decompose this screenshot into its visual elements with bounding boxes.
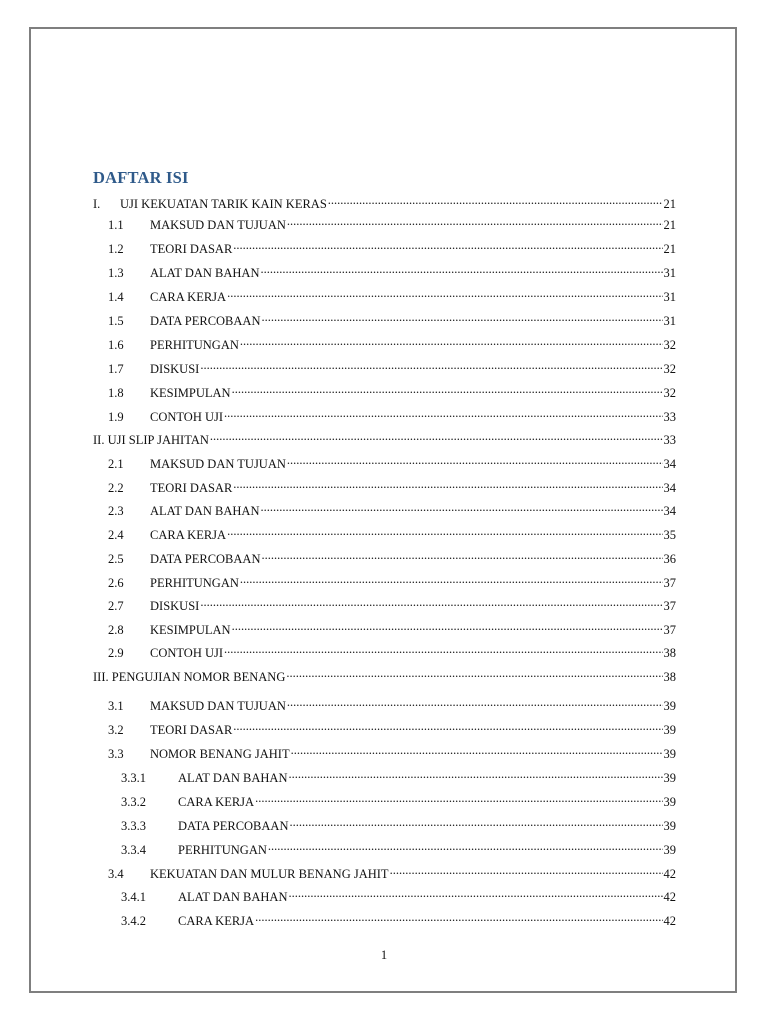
dot-leader xyxy=(268,838,663,854)
dot-leader xyxy=(390,862,663,878)
toc-entry[interactable] xyxy=(108,641,676,660)
toc-entry-label: MAKSUD DAN TUJUAN xyxy=(150,457,286,471)
toc-entry[interactable] xyxy=(108,333,676,352)
toc-entry-page: 36 xyxy=(663,552,676,566)
toc-entry-number: 1.3 xyxy=(108,266,124,280)
toc-entry[interactable] xyxy=(108,357,676,376)
dot-leader xyxy=(261,499,663,515)
toc-entry-number: 1.7 xyxy=(108,362,124,376)
toc-entry-label: III. PENGUJIAN NOMOR BENANG xyxy=(93,670,286,684)
toc-entry-number: 2.2 xyxy=(108,481,124,495)
toc-entry-page: 35 xyxy=(663,528,676,542)
toc-entry-label: CONTOH UJI xyxy=(150,646,224,660)
toc-entry-number: I. xyxy=(93,197,101,211)
dot-leader xyxy=(287,694,663,710)
toc-entry[interactable] xyxy=(121,790,676,809)
toc-entry-page: 39 xyxy=(663,819,676,833)
toc-entry-number: 2.9 xyxy=(108,646,124,660)
dot-leader xyxy=(328,192,663,208)
toc-entry[interactable] xyxy=(108,594,676,613)
dot-leader xyxy=(233,718,662,734)
dot-leader xyxy=(287,213,663,229)
dot-leader xyxy=(261,261,663,277)
toc-entry-label: CARA KERJA xyxy=(150,528,227,542)
toc-entry-page: 37 xyxy=(663,623,676,637)
toc-entry[interactable] xyxy=(108,571,676,590)
toc-entry-label: KEKUATAN DAN MULUR BENANG JAHIT xyxy=(150,867,389,881)
dot-leader xyxy=(261,309,662,325)
dot-leader xyxy=(224,405,662,421)
toc-entry-label: PERHITUNGAN xyxy=(150,576,239,590)
toc-entry[interactable] xyxy=(121,838,676,857)
toc-entry-label: KESIMPULAN xyxy=(150,386,231,400)
toc-entry[interactable] xyxy=(108,499,676,518)
toc-entry-number: 3.4.1 xyxy=(121,890,146,904)
toc-entry-number: 3.4.2 xyxy=(121,914,146,928)
dot-leader xyxy=(255,909,662,925)
toc-entry[interactable] xyxy=(108,381,676,400)
toc-entry-page: 38 xyxy=(663,646,676,660)
toc-entry-page: 37 xyxy=(663,576,676,590)
dot-leader xyxy=(224,641,662,657)
toc-entry[interactable] xyxy=(108,742,676,761)
dot-leader xyxy=(227,285,662,301)
toc-entry-number: 2.6 xyxy=(108,576,124,590)
toc-entry-label: KESIMPULAN xyxy=(150,623,231,637)
dot-leader xyxy=(210,428,663,444)
dot-leader xyxy=(232,381,663,397)
toc-entry-label: PERHITUNGAN xyxy=(178,843,267,857)
toc-entry[interactable] xyxy=(93,192,676,211)
dot-leader xyxy=(227,523,662,539)
toc-entry-number: 3.3 xyxy=(108,747,124,761)
toc-entry[interactable] xyxy=(121,909,676,928)
toc-entry-number: 2.1 xyxy=(108,457,124,471)
toc-entry[interactable] xyxy=(108,309,676,328)
toc-entry-page: 34 xyxy=(663,481,676,495)
dot-leader xyxy=(289,885,663,901)
toc-entry[interactable] xyxy=(108,718,676,737)
toc-entry[interactable] xyxy=(108,694,676,713)
toc-entry-label: DISKUSI xyxy=(150,362,200,376)
toc-entry-label: DATA PERCOBAAN xyxy=(150,314,261,328)
toc-entry[interactable] xyxy=(108,452,676,471)
toc-entry-label: CONTOH UJI xyxy=(150,410,224,424)
toc-entry-label: ALAT DAN BAHAN xyxy=(150,266,260,280)
toc-entry[interactable] xyxy=(108,237,676,256)
toc-entry-label: ALAT DAN BAHAN xyxy=(178,771,288,785)
toc-entry-number: 3.3.1 xyxy=(121,771,146,785)
dot-leader xyxy=(240,333,663,349)
dot-leader xyxy=(255,790,662,806)
toc-entry-label: CARA KERJA xyxy=(178,914,255,928)
toc-entry-page: 39 xyxy=(663,795,676,809)
dot-leader xyxy=(287,452,663,468)
toc-entry-page: 34 xyxy=(663,457,676,471)
toc-entry-page: 31 xyxy=(663,266,676,280)
toc-entry[interactable] xyxy=(108,213,676,232)
dot-leader xyxy=(233,476,662,492)
toc-entry[interactable] xyxy=(121,814,676,833)
toc-entry[interactable] xyxy=(108,862,676,881)
toc-entry-number: 2.3 xyxy=(108,504,124,518)
dot-leader xyxy=(232,618,663,634)
toc-entry[interactable] xyxy=(108,618,676,637)
toc-entry-page: 33 xyxy=(663,433,676,447)
toc-entry-label: MAKSUD DAN TUJUAN xyxy=(150,218,286,232)
toc-entry-number: 1.2 xyxy=(108,242,124,256)
toc-entry-number: 1.4 xyxy=(108,290,124,304)
dot-leader xyxy=(289,766,663,782)
dot-leader xyxy=(286,665,662,681)
toc-entry-page: 42 xyxy=(663,914,676,928)
toc-entry-label: DATA PERCOBAAN xyxy=(150,552,261,566)
toc-entry-page: 39 xyxy=(663,699,676,713)
toc-entry-number: 2.4 xyxy=(108,528,124,542)
toc-entry-number: 3.1 xyxy=(108,699,124,713)
toc-entry-page: 31 xyxy=(663,290,676,304)
toc-entry[interactable] xyxy=(121,885,676,904)
toc-entry-label: PERHITUNGAN xyxy=(150,338,239,352)
toc-entry[interactable] xyxy=(93,665,676,684)
toc-entry-label: UJI KEKUATAN TARIK KAIN KERAS xyxy=(120,197,327,211)
toc-entry[interactable] xyxy=(108,523,676,542)
toc-entry[interactable] xyxy=(93,428,676,447)
toc-entry-label: ALAT DAN BAHAN xyxy=(150,504,260,518)
toc-entry[interactable] xyxy=(121,766,676,785)
toc-entry-page: 42 xyxy=(663,867,676,881)
toc-entry[interactable] xyxy=(108,261,676,280)
dot-leader xyxy=(291,742,663,758)
toc-entry[interactable] xyxy=(108,547,676,566)
toc-entry-page: 39 xyxy=(663,723,676,737)
toc-entry-page: 32 xyxy=(663,362,676,376)
dot-leader xyxy=(233,237,662,253)
toc-entry-label: TEORI DASAR xyxy=(150,481,233,495)
toc-entry-number: 1.5 xyxy=(108,314,124,328)
toc-entry-label: CARA KERJA xyxy=(178,795,255,809)
toc-entry-page: 32 xyxy=(663,338,676,352)
dot-leader xyxy=(261,547,662,563)
toc-entry-page: 42 xyxy=(663,890,676,904)
toc-entry-page: 21 xyxy=(663,242,676,256)
toc-entry-label: MAKSUD DAN TUJUAN xyxy=(150,699,286,713)
toc-entry-number: 2.7 xyxy=(108,599,124,613)
toc-entry-page: 38 xyxy=(663,670,676,684)
toc-entry-number: 2.5 xyxy=(108,552,124,566)
toc-entry-number: 1.9 xyxy=(108,410,124,424)
dot-leader xyxy=(200,594,662,610)
toc-entry-label: DATA PERCOBAAN xyxy=(178,819,289,833)
toc-entry-label: NOMOR BENANG JAHIT xyxy=(150,747,290,761)
toc-entry-label: TEORI DASAR xyxy=(150,242,233,256)
toc-heading: DAFTAR ISI xyxy=(93,168,189,187)
toc-entry-number: 1.6 xyxy=(108,338,124,352)
toc-entry-number: 3.2 xyxy=(108,723,124,737)
toc-entry-label: CARA KERJA xyxy=(150,290,227,304)
toc-entry-page: 39 xyxy=(663,771,676,785)
toc-entry-label: TEORI DASAR xyxy=(150,723,233,737)
toc-entry[interactable] xyxy=(108,285,676,304)
toc-entry-number: 1.1 xyxy=(108,218,124,232)
toc-entry-page: 21 xyxy=(663,218,676,232)
toc-entry-label: ALAT DAN BAHAN xyxy=(178,890,288,904)
toc-entry-number: 3.4 xyxy=(108,867,124,881)
toc-entry-page: 33 xyxy=(663,410,676,424)
toc-entry-page: 39 xyxy=(663,747,676,761)
toc-entry-number: 1.8 xyxy=(108,386,124,400)
toc-entry[interactable] xyxy=(108,405,676,424)
toc-entry-page: 37 xyxy=(663,599,676,613)
page-number: 1 xyxy=(380,948,388,962)
toc-entry-page: 34 xyxy=(663,504,676,518)
toc-entry-label: II. UJI SLIP JAHITAN xyxy=(93,433,209,447)
toc-entry-page: 39 xyxy=(663,843,676,857)
toc-entry-page: 32 xyxy=(663,386,676,400)
dot-leader xyxy=(200,357,662,373)
toc-entry-number: 3.3.4 xyxy=(121,843,146,857)
toc-entry-page: 31 xyxy=(663,314,676,328)
toc-entry[interactable] xyxy=(108,476,676,495)
toc-entry-number: 3.3.3 xyxy=(121,819,146,833)
dot-leader xyxy=(240,571,663,587)
toc-entry-number: 2.8 xyxy=(108,623,124,637)
toc-entry-number: 3.3.2 xyxy=(121,795,146,809)
toc-entry-label: DISKUSI xyxy=(150,599,200,613)
dot-leader xyxy=(289,814,662,830)
toc-entry-page: 21 xyxy=(663,197,676,211)
